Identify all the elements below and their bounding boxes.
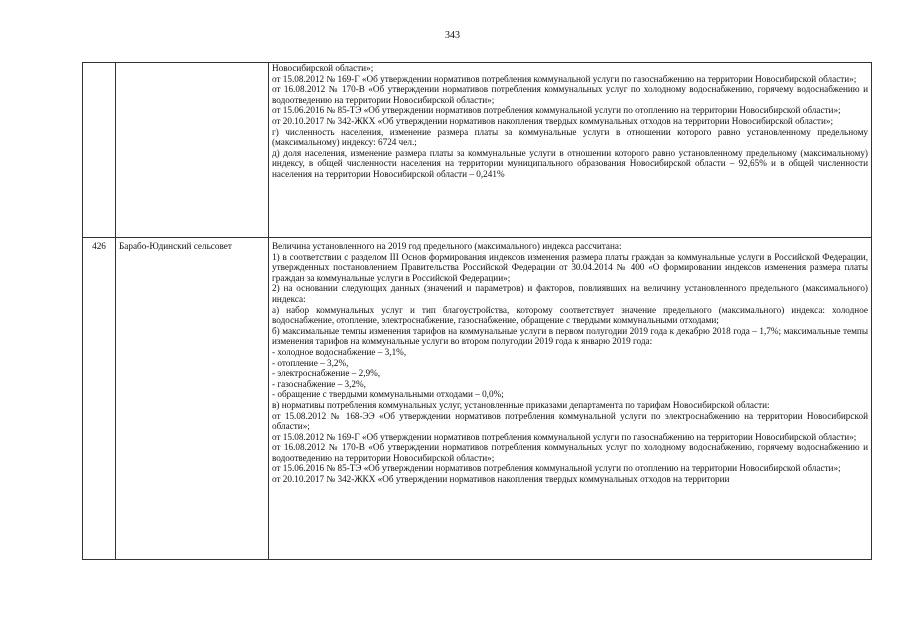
text-line: - электроснабжение – 2,9%, — [272, 368, 381, 379]
table-row — [83, 238, 872, 560]
text-line: от 20.10.2017 № 342-ЖКХ «Об утверждении нормативов накопления твердых коммунальных отходов на территории Новосибирской области»; — [272, 115, 834, 126]
indices-table — [82, 62, 872, 560]
text-line: Величина установленного на 2019 год предельного (максимального) индекса рассчитана: — [272, 241, 622, 251]
text-line: г) численность населения, изменение размера платы за коммунальные услуги в отношении которого равно установленному предельному (максимальному) индексу: 6724 чел.; — [272, 126, 868, 148]
text-line: в) нормативы потребления коммунальных услуг, установленные приказами департамента по тарифам Новосибирской области: — [272, 399, 770, 410]
municipality-name: Барабо-Юдинский сельсовет — [116, 238, 269, 560]
text-line: - газоснабжение – 3,2%, — [272, 378, 366, 389]
justification-text — [269, 63, 872, 238]
text-line: от 15.06.2016 № 85-ТЭ «Об утверждении нормативов потребления коммунальной услуги по отоплению на территории Новосибирской области»; — [272, 105, 841, 116]
text-line: от 15.08.2012 № 168-ЭЭ «Об утверждении нормативов потребления коммунальной услуги по электроснабжению на территории Новосибирской области»; — [272, 410, 868, 432]
row-number: 426 — [83, 238, 116, 560]
municipality-name — [116, 63, 269, 238]
justification-text — [269, 238, 872, 560]
table-row — [83, 63, 872, 238]
text-line: от 15.08.2012 № 169-Г «Об утверждении нормативов потребления коммунальной услуги по газоснабжению на территории Новосибирской области»; — [272, 73, 857, 84]
page-number: 343 — [445, 30, 460, 41]
text-line: от 20.10.2017 № 342-ЖКХ «Об утверждении нормативов накопления твердых коммунальных отходов на территории — [272, 474, 730, 485]
text-line: от 15.06.2016 № 85-ТЭ «Об утверждении нормативов потребления коммунальной услуги по отоплению на территории Новосибирской области»; — [272, 463, 841, 474]
text-line: а) набор коммунальных услуг и тип благоустройства, которому соответствует значение предельного (максимального) индекса: холодное водоснабжение, отопление, электроснабжение, газоснабжение, обращение с твердыми коммунальными отходами; — [272, 304, 868, 326]
text-line: - холодное водоснабжение – 3,1%, — [272, 346, 407, 357]
text-line: 1) в соответствии с разделом III Основ формирования индексов изменения размера платы граждан за коммунальные услуги в Российской Федерации, утвержденных постановлением Правительства Российской Федерации от 30.04.2014 № 400 «О формировании индексов изменения размера платы граждан за коммунальные услуги в Российской Федерации»; — [272, 251, 868, 283]
text-line: - обращение с твердыми коммунальными отходами – 0,0%; — [272, 389, 504, 400]
text-line: от 16.08.2012 № 170-В «Об утверждении нормативов потребления коммунальных услуг по холодному водоснабжению, горячему водоснабжению и водоотведению на территории Новосибирской области»; — [272, 442, 868, 463]
text-line: от 16.08.2012 № 170-В «Об утверждении нормативов потребления коммунальных услуг по холодному водоснабжению, горячему водоснабжению и водоотведению на территории Новосибирской области»; — [272, 84, 868, 105]
text-line: Новосибирской области»; — [272, 63, 374, 73]
text-line: - отопление – 3,2%, — [272, 357, 349, 368]
text-line: б) максимальные темпы изменения тарифов на коммунальные услуги в первом полугодии 2019 года к декабрю 2018 года – 1,7%; максимальные темпы изменения тарифов на коммунальные услуги во втором полугодии 2019 года к январю 2019 года: — [272, 325, 868, 347]
text-line: 2) на основании следующих данных (значений и параметров) и факторов, повлиявших на величину установленного предельного (максимального) индекса: — [272, 283, 868, 304]
text-line: д) доля населения, изменение размера платы за коммунальные услуги в отношении которого равно установленному предельному (максимальному) индексу, в общей численности населения на территории муниципального образования Новосибирской области – 92,65% и в общей численности населения на территории Новосибирской области – 0,241% — [272, 147, 868, 179]
row-number — [83, 63, 116, 238]
text-line: от 15.08.2012 № 169-Г «Об утверждении нормативов потребления коммунальной услуги по газоснабжению на территории Новосибирской области»; — [272, 431, 857, 442]
